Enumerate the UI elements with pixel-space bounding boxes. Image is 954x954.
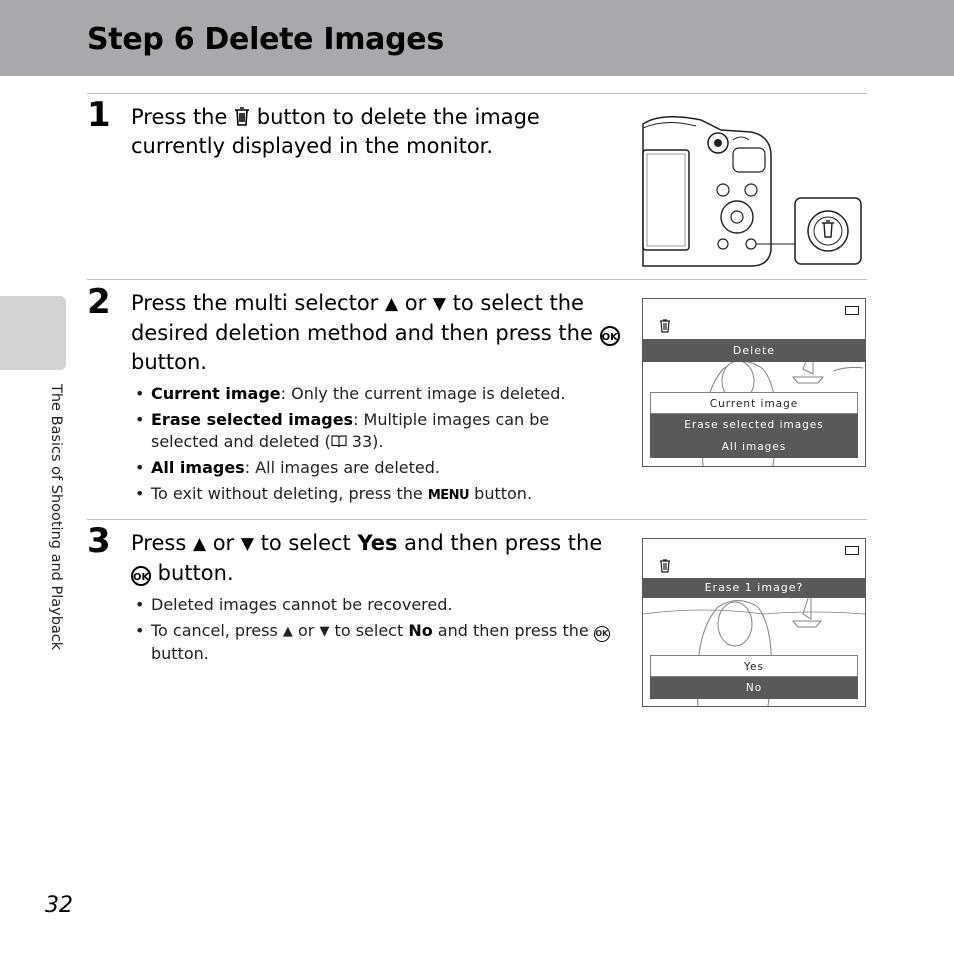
book-reference-icon <box>331 435 347 448</box>
menu-item-no[interactable]: No <box>745 682 763 694</box>
confirm-options-menu <box>650 655 858 699</box>
menu-item-yes[interactable]: Yes <box>650 655 858 677</box>
list-item: • Erase selected images: Multiple images can be selected and deleted ( 33). <box>133 409 613 453</box>
page-title: Step 6 Delete Images <box>87 22 444 57</box>
battery-icon <box>845 546 859 555</box>
trash-icon <box>234 107 250 127</box>
side-tab <box>0 296 66 370</box>
ok-button-icon: OK <box>600 326 620 346</box>
step-instruction: Press the multi selector ▲ or ▼ to select the desired deletion method and then press the OK button. <box>131 291 618 374</box>
page-number: 32 <box>45 893 73 918</box>
menu-item-erase-selected[interactable]: Erase selected images <box>684 419 824 431</box>
battery-icon <box>845 306 859 315</box>
down-arrow-icon: ▼ <box>240 534 254 554</box>
ok-button-icon: OK <box>131 566 151 586</box>
trash-icon <box>659 319 671 333</box>
delete-options-menu <box>650 392 858 458</box>
down-arrow-icon: ▼ <box>432 294 446 314</box>
step-number: 3 <box>87 521 111 561</box>
erase-confirm-screen <box>642 538 866 707</box>
ok-button-icon: OK <box>594 626 610 642</box>
menu-button-icon: MENU <box>427 488 470 503</box>
list-item: • To cancel, press ▲ or ▼ to select No and then press the OK button. <box>133 620 613 665</box>
list-item: • All images: All images are deleted. <box>133 457 613 479</box>
side-tab-label: The Basics of Shooting and Playback <box>48 384 64 651</box>
page-header <box>0 0 954 76</box>
trash-icon <box>659 559 671 573</box>
list-item: • Deleted images cannot be recovered. <box>133 594 613 616</box>
up-arrow-icon: ▲ <box>192 534 207 554</box>
menu-item-all-images[interactable]: All images <box>721 441 787 453</box>
divider <box>87 519 867 520</box>
list-item: • Current image: Only the current image is deleted. <box>133 383 613 405</box>
step-number: 2 <box>87 282 111 322</box>
step-instruction: Press the button to delete the image currently displayed in the monitor. <box>131 105 540 158</box>
step2-bullets <box>133 383 613 511</box>
confirm-title-bar: Erase 1 image? <box>643 578 865 598</box>
delete-menu-screen <box>642 298 866 467</box>
divider <box>87 93 867 94</box>
menu-item-current-image[interactable]: Current image <box>650 392 858 414</box>
list-item: • To exit without deleting, press the MENU button. <box>133 483 613 507</box>
step3-bullets <box>133 594 613 669</box>
camera-back-illustration <box>641 110 865 268</box>
up-arrow-icon: ▲ <box>384 294 399 314</box>
menu-title-bar: Delete <box>643 339 865 362</box>
down-arrow-icon: ▼ <box>319 624 330 639</box>
up-arrow-icon: ▲ <box>282 624 293 639</box>
step-instruction: Press ▲ or ▼ to select Yes and then press the OK button. <box>131 531 603 585</box>
step-number: 1 <box>87 95 111 135</box>
divider <box>87 279 867 280</box>
